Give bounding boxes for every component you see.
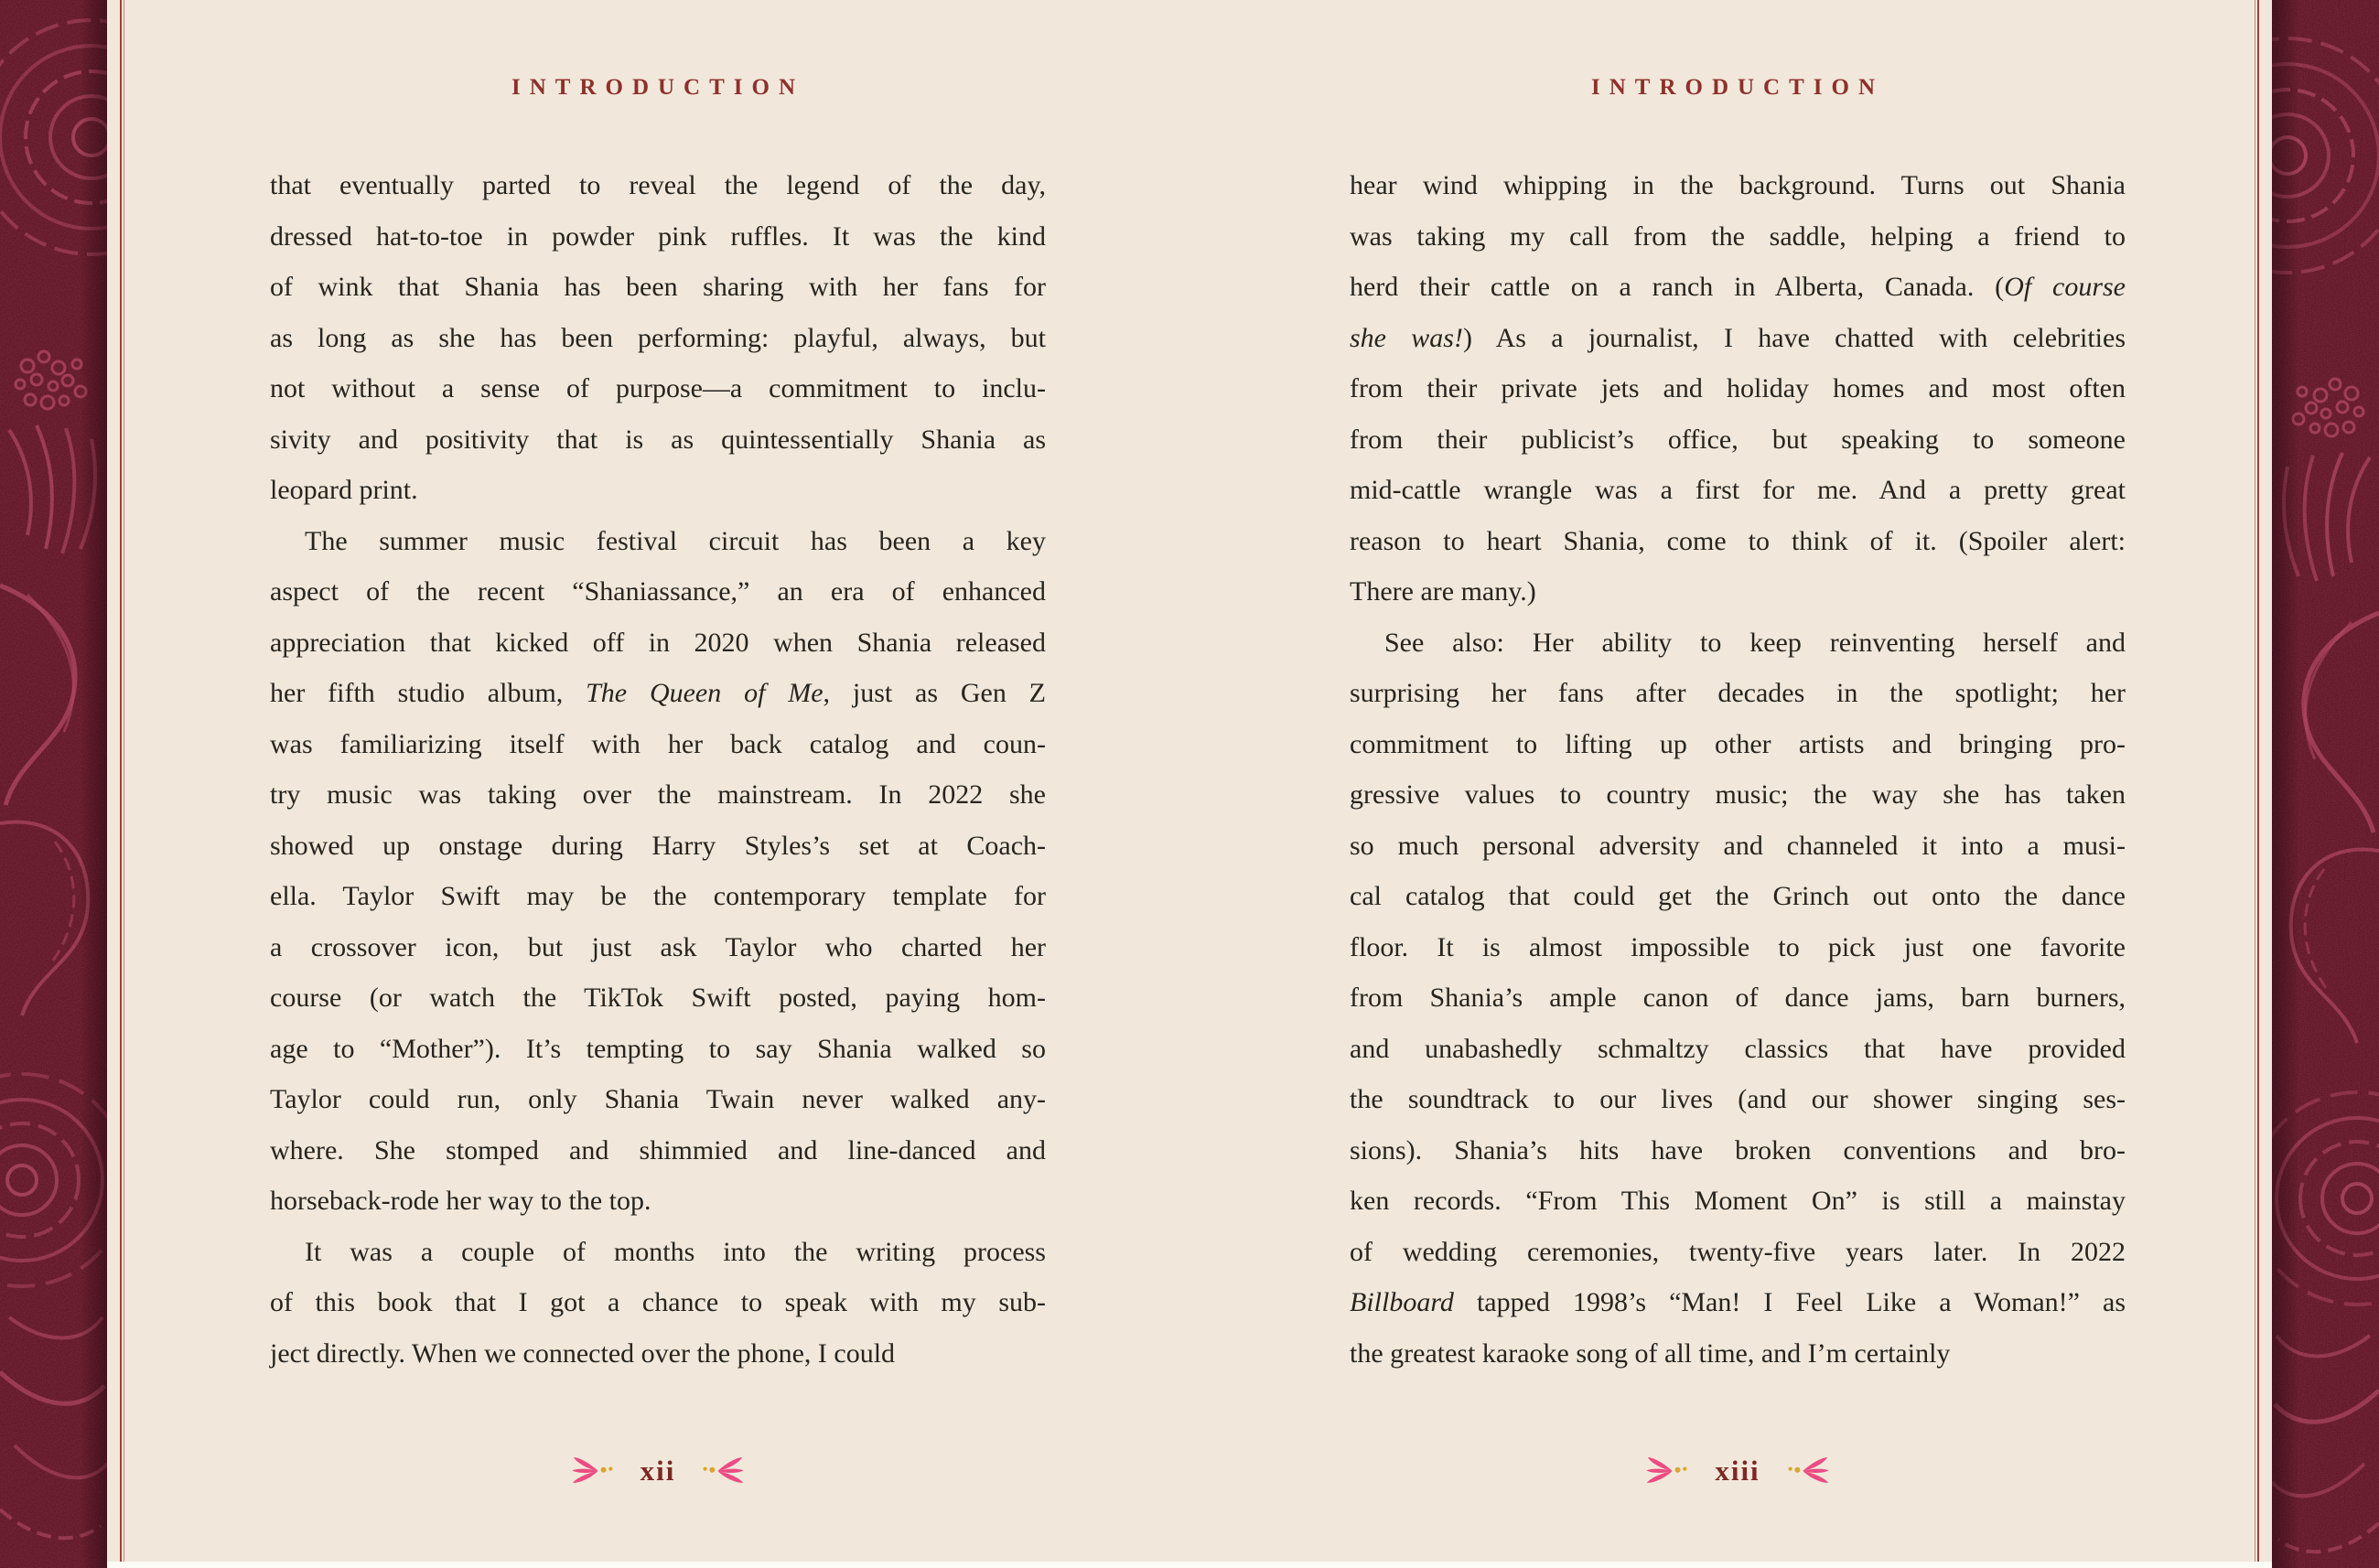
text-line: was familiarizing itself with her back catalog and coun- [270, 728, 1046, 759]
text-line: from their publicist’s office, but speaking to someone [1350, 424, 2126, 455]
text-line: ella. Taylor Swift may be the contemporary template for [270, 881, 1046, 911]
text-line: the soundtrack to our lives (and our shower singing ses- [1350, 1084, 2126, 1114]
page-bottom-edge [107, 1562, 2272, 1568]
text-line: of wedding ceremonies, twenty-five years later. In 2022 [1350, 1236, 2126, 1267]
text-line: Billboard tapped 1998’s “Man! I Feel Like a Woman!” as [1350, 1287, 2126, 1317]
text-line: her fifth studio album, The Queen of Me, just as Gen Z [270, 678, 1047, 708]
page-number: xii [640, 1455, 676, 1487]
text-line: course (or watch the TikTok Swift posted, paying hom- [270, 983, 1046, 1013]
text-line: dressed hat-to-toe in powder pink ruffles. It was the kind [270, 220, 1046, 252]
text-line: herd their cattle on a ranch in Alberta, Canada. (Of course [1350, 272, 2126, 302]
text-line: she was!) As a journalist, I have chatted with celebrities [1350, 322, 2126, 353]
text-line: mid-cattle wrangle was a first for me. And a pretty great [1350, 475, 2126, 505]
page-left [270, 0, 1046, 1568]
text-line: of this book that I got a chance to speak with my sub- [270, 1287, 1046, 1317]
text-line: There are many.) [1350, 576, 1536, 607]
petal-flourish-icon [699, 1455, 748, 1487]
text-line: showed up onstage during Harry Styles’s set at Coach- [270, 830, 1046, 861]
text-line: where. She stomped and shimmied and line-danced and [270, 1134, 1046, 1165]
text-line: of wink that Shania has been sharing with her fans for [270, 272, 1046, 302]
text-line: The summer music festival circuit has been a key [305, 525, 1046, 556]
text-line: ken records. “From This Moment On” is still a mainstay [1350, 1186, 2126, 1216]
text-line: not without a sense of purpose—a commitment to inclu- [270, 373, 1046, 403]
text-line: hear wind whipping in the background. Turns out Shania [1350, 170, 2126, 200]
folio-row [1350, 1445, 2126, 1497]
text-line: and unabashedly schmaltzy classics that have provided [1350, 1033, 2126, 1064]
right-leather-border-ornament [2272, 0, 2379, 1568]
petal-flourish-icon [1784, 1455, 1834, 1487]
folio-row [270, 1445, 1046, 1497]
left-leather-border-ornament [0, 0, 107, 1568]
text-line: gressive values to country music; the way she has taken [1350, 779, 2126, 810]
text-line: sivity and positivity that is as quintessentially Shania as [270, 424, 1046, 455]
text-line: sions). Shania’s hits have broken conventions and bro- [1350, 1134, 2126, 1165]
text-line: try music was taking over the mainstream. In 2022 she [270, 779, 1046, 810]
text-line: aspect of the recent “Shaniassance,” an era of enhanced [270, 576, 1046, 607]
text-line: that eventually parted to reveal the legend of the day, [270, 170, 1046, 200]
text-line: commitment to lifting up other artists and bringing pro- [1350, 728, 2126, 759]
text-line: ject directly. When we connected over the phone, I could [270, 1337, 896, 1369]
text-line: as long as she has been performing: playful, always, but [270, 322, 1046, 353]
petal-flourish-icon [567, 1455, 617, 1487]
text-line: cal catalog that could get the Grinch out onto the dance [1350, 881, 2126, 911]
text-line: the greatest karaoke song of all time, and I’m certainly [1350, 1337, 1951, 1369]
body-text-column [1350, 160, 2126, 1379]
running-head: INTRODUCTION [1590, 75, 1885, 100]
body-text-column [270, 160, 1046, 1379]
text-line: age to “Mother”). It’s tempting to say Shania walked so [270, 1033, 1046, 1064]
text-line: It was a couple of months into the writing process [305, 1236, 1046, 1267]
text-line: See also: Her ability to keep reinventing herself and [1384, 627, 2126, 658]
text-line: floor. It is almost impossible to pick just one favorite [1350, 931, 2126, 962]
text-line: so much personal adversity and channeled it into a musi- [1350, 830, 2126, 861]
text-line: appreciation that kicked off in 2020 when Shania released [270, 627, 1046, 658]
text-line: reason to heart Shania, come to think of it. (Spoiler alert: [1350, 525, 2126, 556]
right-frame-rule [2254, 0, 2259, 1568]
text-line: was taking my call from the saddle, helping a friend to [1350, 220, 2126, 252]
text-line: from Shania’s ample canon of dance jams, barn burners, [1350, 983, 2126, 1013]
page-right [1350, 0, 2126, 1568]
text-line: from their private jets and holiday homes and most often [1350, 373, 2126, 403]
text-line: a crossover icon, but just ask Taylor who charted her [270, 931, 1046, 962]
text-line: surprising her fans after decades in the spotlight; her [1350, 678, 2126, 708]
text-line: horseback-rode her way to the top. [270, 1186, 651, 1216]
left-frame-rule [120, 0, 125, 1568]
page-number: xiii [1715, 1455, 1760, 1487]
text-line: Taylor could run, only Shania Twain never walked any- [270, 1084, 1046, 1114]
running-head: INTRODUCTION [511, 75, 805, 100]
text-line: leopard print. [270, 475, 418, 505]
petal-flourish-icon [1642, 1455, 1691, 1487]
